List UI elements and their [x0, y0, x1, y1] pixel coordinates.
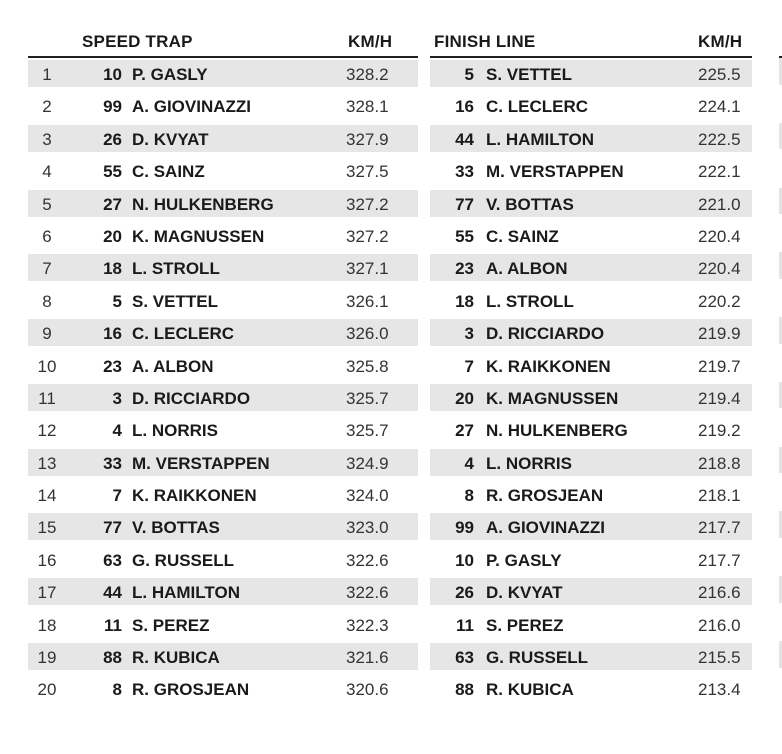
car-number: 44: [103, 583, 122, 603]
speed-value: 213.4: [698, 680, 741, 700]
table-row: [28, 58, 418, 90]
position: 1: [42, 65, 52, 84]
table-row: [28, 252, 418, 284]
car-number: 99: [455, 518, 474, 538]
car-number: 8: [112, 680, 122, 700]
table-row: [430, 414, 752, 446]
driver-name: A. GIOVINAZZI: [132, 97, 251, 117]
position: 4: [42, 162, 52, 182]
table-row: [430, 317, 752, 349]
driver-name: D. RICCIARDO: [486, 324, 605, 344]
driver-name: R. GROSJEAN: [486, 486, 604, 506]
table-row: [430, 544, 752, 576]
table-row: [430, 576, 752, 608]
table-row: [430, 90, 752, 122]
driver-name: D. KVYAT: [132, 129, 209, 149]
table-row: [430, 188, 752, 220]
car-number: 26: [455, 583, 474, 603]
table-row: [430, 479, 752, 511]
car-number: 55: [455, 226, 474, 246]
car-number: 26: [103, 129, 122, 149]
driver-name: R. GROSJEAN: [132, 680, 250, 700]
table-row: [28, 285, 418, 317]
position: 8: [42, 291, 52, 311]
car-number: 7: [112, 486, 122, 506]
car-number: 5: [112, 291, 122, 311]
table-row: [28, 576, 418, 608]
speed-value: 216.6: [698, 583, 741, 603]
speed-value: 322.3: [346, 615, 389, 635]
driver-name: K. RAIKKONEN: [132, 486, 257, 506]
table-row: [28, 220, 418, 252]
table-row: [430, 447, 752, 479]
driver-name: P. GASLY: [486, 550, 562, 570]
position: 17: [37, 583, 57, 603]
speed-value: 323.0: [346, 518, 389, 538]
car-number: 11: [456, 615, 474, 635]
car-number: 3: [112, 388, 122, 408]
table-row: [430, 123, 752, 155]
car-number: 16: [103, 324, 122, 344]
car-number: 99: [103, 97, 122, 117]
speed-value: 217.7: [698, 518, 741, 538]
speed-value: 327.1: [346, 259, 389, 279]
position: 14: [37, 486, 57, 506]
car-number: 18: [455, 291, 474, 311]
position: 7: [42, 259, 52, 279]
speed-value: 326.0: [346, 324, 389, 344]
table-row: [430, 220, 752, 252]
speed-value: 219.4: [698, 388, 741, 408]
speed-value: 225.5: [698, 65, 741, 84]
table-row: [28, 479, 418, 511]
driver-name: S. PEREZ: [486, 615, 564, 635]
position: 11: [38, 388, 56, 408]
speed-value: 328.1: [346, 97, 389, 117]
table-row: [430, 252, 752, 284]
car-number: 27: [103, 194, 122, 214]
car-number: 63: [455, 648, 474, 668]
driver-name: D. RICCIARDO: [132, 388, 251, 408]
speed-value: 224.1: [698, 97, 741, 117]
car-number: 77: [455, 194, 474, 214]
driver-name: L. HAMILTON: [132, 583, 240, 603]
car-number: 63: [103, 550, 122, 570]
speed-value: 222.1: [698, 162, 741, 182]
car-number: 77: [103, 518, 122, 538]
driver-name: N. HULKENBERG: [486, 421, 628, 441]
speed-trap-table: [28, 28, 418, 706]
table-row: [28, 447, 418, 479]
driver-name: L. NORRIS: [132, 421, 218, 441]
car-number: 55: [103, 162, 122, 182]
table-row: [28, 544, 418, 576]
car-number: 11: [104, 615, 122, 635]
speed-value: 325.7: [346, 388, 389, 408]
speed-value: 220.4: [698, 259, 741, 279]
driver-name: S. VETTEL: [486, 65, 572, 84]
table-row: [28, 317, 418, 349]
driver-name: S. VETTEL: [132, 291, 218, 311]
car-number: 23: [103, 356, 122, 376]
speed-value: 218.8: [698, 453, 741, 473]
table-row: [430, 155, 752, 187]
car-number: 88: [103, 648, 122, 668]
speed-value: 327.2: [346, 226, 389, 246]
finish-line-body: [430, 58, 752, 706]
driver-name: N. HULKENBERG: [132, 194, 274, 214]
driver-name: L. NORRIS: [486, 453, 572, 473]
driver-name: C. SAINZ: [132, 162, 205, 182]
position: 15: [37, 518, 57, 538]
driver-name: K. RAIKKONEN: [486, 356, 611, 376]
car-number: 4: [112, 421, 122, 441]
car-number: 10: [455, 550, 474, 570]
car-number: 5: [464, 65, 474, 84]
driver-name: R. KUBICA: [486, 680, 574, 700]
car-number: 18: [103, 259, 122, 279]
table-row: [28, 123, 418, 155]
driver-name: M. VERSTAPPEN: [486, 162, 624, 182]
position: 13: [37, 453, 57, 473]
table-row: [28, 90, 418, 122]
table-row: [430, 511, 752, 543]
position: 6: [42, 226, 52, 246]
position: 9: [42, 324, 52, 344]
position: 19: [37, 648, 57, 668]
table-row: [430, 285, 752, 317]
speed-value: 325.8: [346, 356, 389, 376]
table-row: [430, 609, 752, 641]
car-number: 27: [455, 421, 474, 441]
driver-name: G. RUSSELL: [486, 648, 589, 668]
speed-value: 219.7: [698, 356, 741, 376]
driver-name: L. STROLL: [132, 259, 220, 279]
driver-name: P. GASLY: [132, 65, 208, 84]
driver-name: C. LECLERC: [486, 97, 588, 117]
speed-value: 324.0: [346, 486, 389, 506]
speed-value: 322.6: [346, 550, 389, 570]
table-row: [28, 641, 418, 673]
table-row: [28, 414, 418, 446]
driver-name: K. MAGNUSSEN: [486, 388, 619, 408]
finish-line-title: FINISH LINE: [434, 32, 536, 51]
driver-name: A. GIOVINAZZI: [486, 518, 605, 538]
car-number: 7: [464, 356, 474, 376]
table-row: [28, 511, 418, 543]
driver-name: M. VERSTAPPEN: [132, 453, 270, 473]
car-number: 33: [455, 162, 474, 182]
table-row: [430, 641, 752, 673]
table-row: [28, 609, 418, 641]
table-row: [28, 673, 418, 705]
driver-name: A. ALBON: [486, 259, 568, 279]
speed-value: 325.7: [346, 421, 389, 441]
speed-value: 217.7: [698, 550, 741, 570]
table-row: [28, 188, 418, 220]
speed-trap-title: SPEED TRAP: [82, 32, 193, 51]
car-number: 16: [455, 97, 474, 117]
table-row: [430, 382, 752, 414]
car-number: 4: [464, 453, 474, 473]
driver-name: S. PEREZ: [132, 615, 210, 635]
position: 3: [42, 129, 52, 149]
driver-name: C. SAINZ: [486, 226, 559, 246]
speed-value: 221.0: [698, 194, 741, 214]
table-row: [28, 155, 418, 187]
speed-value: 327.5: [346, 162, 389, 182]
speed-value: 324.9: [346, 453, 389, 473]
position: 10: [37, 356, 57, 376]
driver-name: V. BOTTAS: [132, 518, 220, 538]
car-number: 20: [455, 388, 474, 408]
speed-value: 328.2: [346, 65, 389, 84]
table-row: [430, 673, 752, 705]
car-number: 23: [455, 259, 474, 279]
speed-value: 322.6: [346, 583, 389, 603]
speed-value: 320.6: [346, 680, 389, 700]
speed-value: 219.2: [698, 421, 741, 441]
finish-line-table: [430, 28, 752, 706]
table-row: [430, 58, 752, 90]
car-number: 10: [103, 65, 122, 84]
speed-value: 326.1: [346, 291, 389, 311]
speed-value: 216.0: [698, 615, 741, 635]
driver-name: L. HAMILTON: [486, 129, 594, 149]
speed-value: 219.9: [698, 324, 741, 344]
car-number: 88: [455, 680, 474, 700]
position: 20: [37, 680, 57, 700]
car-number: 33: [103, 453, 122, 473]
speed-value: 327.2: [346, 194, 389, 214]
driver-name: K. MAGNUSSEN: [132, 226, 265, 246]
speed-trap-body: [28, 58, 418, 706]
finish-line-header: [430, 28, 752, 56]
position: 12: [37, 421, 57, 441]
speed-value: 218.1: [698, 486, 741, 506]
speed-value: 222.5: [698, 129, 741, 149]
speed-trap-unit: KM/H: [348, 32, 393, 51]
speed-value: 327.9: [346, 129, 389, 149]
driver-name: L. STROLL: [486, 291, 574, 311]
finish-line-unit: KM/H: [698, 32, 743, 51]
speed-value: 321.6: [346, 648, 389, 668]
speed-value: 220.4: [698, 226, 741, 246]
table-row: [28, 382, 418, 414]
driver-name: D. KVYAT: [486, 583, 563, 603]
car-number: 44: [455, 129, 474, 149]
position: 2: [42, 97, 52, 117]
position: 16: [37, 550, 57, 570]
speed-value: 215.5: [698, 648, 741, 668]
driver-name: C. LECLERC: [132, 324, 234, 344]
table-row: [430, 350, 752, 382]
car-number: 3: [464, 324, 474, 344]
position: 18: [37, 615, 57, 635]
speed-value: 220.2: [698, 291, 741, 311]
driver-name: R. KUBICA: [132, 648, 220, 668]
position: 5: [42, 194, 52, 214]
driver-name: G. RUSSELL: [132, 550, 235, 570]
driver-name: A. ALBON: [132, 356, 214, 376]
speed-trap-header: [28, 28, 418, 56]
driver-name: V. BOTTAS: [486, 194, 574, 214]
car-number: 20: [103, 226, 122, 246]
car-number: 8: [464, 486, 474, 506]
table-row: [28, 350, 418, 382]
